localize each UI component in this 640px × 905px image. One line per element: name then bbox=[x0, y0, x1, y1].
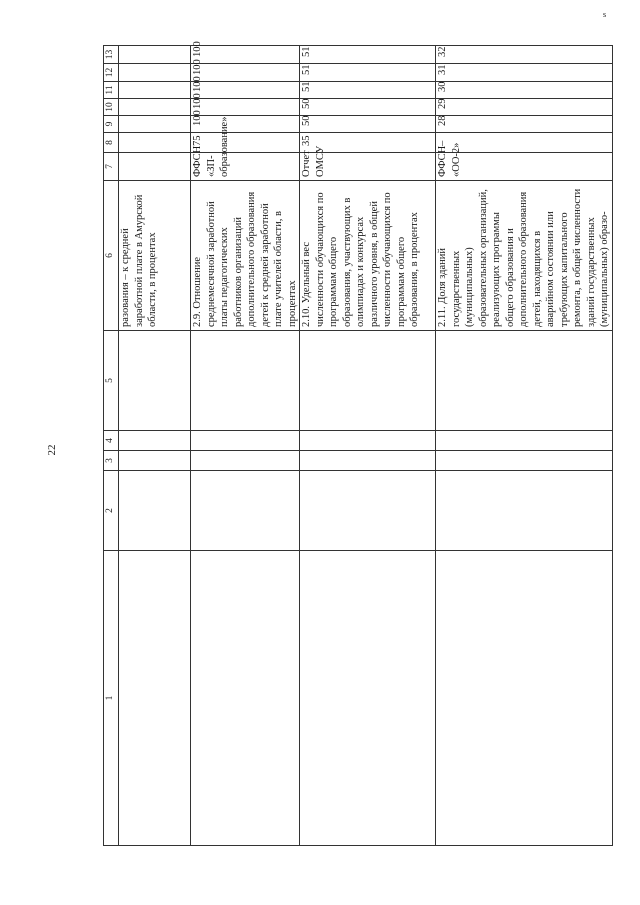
value-cell: 50 bbox=[300, 116, 436, 133]
corner-mark: s bbox=[603, 10, 607, 19]
header-col-9: 9 bbox=[104, 116, 119, 133]
value-cell: 75 bbox=[191, 133, 300, 153]
source-cell: ФФСН «ЗП-образование» bbox=[191, 153, 300, 181]
indicator-text: 2.10. Удельный вес численности обучающихся по программам общего образования, участвующих в олимпиадах и конкурсах различного уровня, в общей численности обучающихся по программам общего образования, в процентах bbox=[300, 181, 436, 331]
value-cell: 100 bbox=[191, 64, 300, 82]
header-col-13: 13 bbox=[104, 46, 119, 64]
header-col-7: 7 bbox=[104, 153, 119, 181]
header-col-8: 8 bbox=[104, 133, 119, 153]
header-row bbox=[104, 46, 119, 846]
indicators-table bbox=[103, 41, 613, 846]
value-cell: 32 bbox=[436, 46, 613, 64]
header-col-6: 6 bbox=[104, 181, 119, 331]
value-cell: 100 bbox=[191, 46, 300, 64]
value-cell: – bbox=[436, 133, 613, 153]
indicator-text: разования – к средней заработной плате в Амурской области, в процентах bbox=[119, 181, 191, 331]
header-col-11: 11 bbox=[104, 82, 119, 99]
indicator-text: 2.11. Доля зданий государственных (муниципальных) образовательных организаций, реализующих программы общего образования и дополнительного образования детей, находящихся в аварийном состоянии или требующих капитального ремонта, в общей численности зданий государственных (муниципальных) образо- bbox=[436, 181, 613, 331]
value-cell bbox=[119, 82, 191, 99]
value-cell bbox=[119, 116, 191, 133]
value-cell: 35 bbox=[300, 133, 436, 153]
indicator-text: 2.9. Отношение среднемесячной заработной платы педагогических работников организаций дополнительного образования детей к средней заработной плате учителей области, в процентах bbox=[191, 181, 300, 331]
value-cell: 28 bbox=[436, 116, 613, 133]
header-col-4: 4 bbox=[104, 431, 119, 451]
value-cell: 29 bbox=[436, 99, 613, 116]
page-number: 22 bbox=[46, 444, 58, 456]
table-row bbox=[191, 46, 300, 846]
table-row bbox=[300, 46, 436, 846]
header-col-1: 1 bbox=[104, 551, 119, 846]
value-cell: 51 bbox=[300, 46, 436, 64]
value-cell: 100 bbox=[191, 82, 300, 99]
value-cell: 51 bbox=[300, 82, 436, 99]
header-col-10: 10 bbox=[104, 99, 119, 116]
value-cell bbox=[119, 99, 191, 116]
source-cell: Отчет ОМСУ bbox=[300, 153, 436, 181]
value-cell: 100 bbox=[191, 116, 300, 133]
indicators-table-container bbox=[103, 41, 610, 846]
value-cell: 50 bbox=[300, 99, 436, 116]
value-cell: 51 bbox=[300, 64, 436, 82]
value-cell: 100 bbox=[191, 99, 300, 116]
header-col-2: 2 bbox=[104, 471, 119, 551]
table-row bbox=[436, 46, 613, 846]
source-cell: ФФСН «ОО-2» bbox=[436, 153, 613, 181]
source-cell bbox=[119, 153, 191, 181]
table-row bbox=[119, 46, 191, 846]
value-cell bbox=[119, 133, 191, 153]
value-cell bbox=[119, 46, 191, 64]
header-col-3: 3 bbox=[104, 451, 119, 471]
value-cell: 30 bbox=[436, 82, 613, 99]
header-col-12: 12 bbox=[104, 64, 119, 82]
value-cell: 31 bbox=[436, 64, 613, 82]
header-col-5: 5 bbox=[104, 331, 119, 431]
value-cell bbox=[119, 64, 191, 82]
